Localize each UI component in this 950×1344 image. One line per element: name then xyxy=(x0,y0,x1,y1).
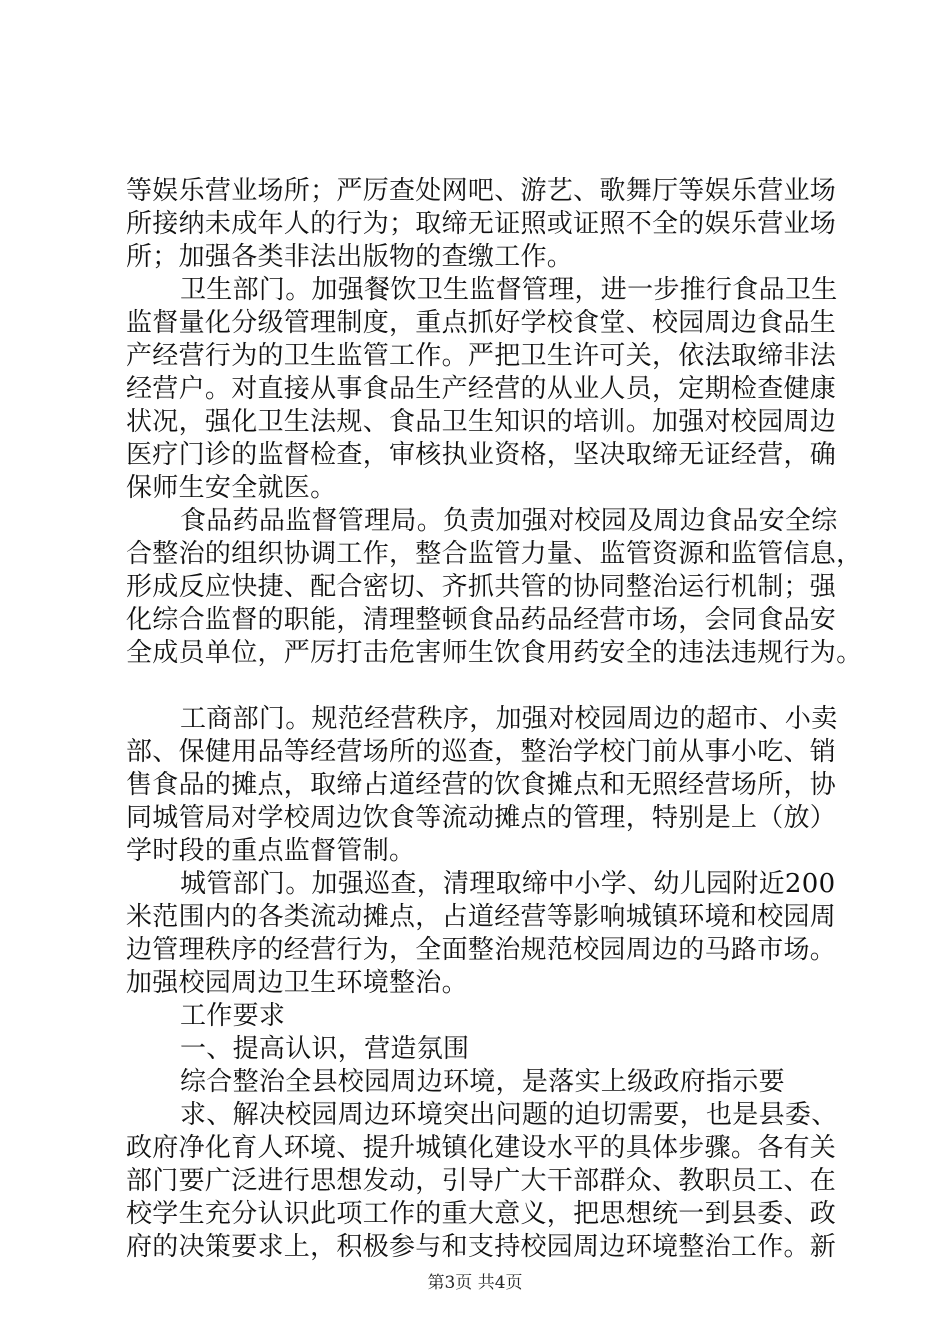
text-line: 状况，强化卫生法规、食品卫生知识的培训。加强对校园周边 xyxy=(126,407,837,437)
text-line: 化综合监督的职能，清理整顿食品药品经营市场，会同食品安 xyxy=(126,605,837,635)
text-line: 经营户。对直接从事食品生产经营的从业人员，定期检查健康 xyxy=(126,374,837,404)
text-line: 加强校园周边卫生环境整治。 xyxy=(126,968,468,998)
page-number: 第3页 共4页 xyxy=(427,1273,523,1293)
text-line: 同城管局对学校周边饮食等流动摊点的管理，特别是上（放） xyxy=(126,803,837,833)
text-line: 全成员单位，严厉打击危害师生饮食用药安全的违法违规行为。 xyxy=(126,638,863,668)
text-line: 所接纳未成年人的行为；取缔无证照或证照不全的娱乐营业场 xyxy=(126,209,837,239)
text-line: 产经营行为的卫生监管工作。严把卫生许可关，依法取缔非法 xyxy=(126,341,837,371)
text-line: 形成反应快捷、配合密切、齐抓共管的协同整治运行机制；强 xyxy=(126,572,837,602)
text-line: 求、解决校园周边环境突出问题的迫切需要，也是县委、 xyxy=(180,1100,838,1130)
section-heading: 工作要求 xyxy=(180,1001,286,1031)
text-line: 保师生安全就医。 xyxy=(126,473,337,503)
text-line: 校学生充分认识此项工作的重大意义，把思想统一到县委、政 xyxy=(126,1199,837,1229)
text-line: 米范围内的各类流动摊点，占道经营等影响城镇环境和校园周 xyxy=(126,902,837,932)
text-line: 所；加强各类非法出版物的查缴工作。 xyxy=(126,242,574,272)
text-line: 医疗门诊的监督检查，审核执业资格，坚决取缔无证经营，确 xyxy=(126,440,837,470)
text-line: 综合整治全县校园周边环境，是落实上级政府指示要 xyxy=(180,1067,785,1097)
text-line: 合整治的组织协调工作，整合监管力量、监管资源和监管信息， xyxy=(126,539,863,569)
text-line: 食品药品监督管理局。负责加强对校园及周边食品安全综 xyxy=(180,506,838,536)
text-line: 政府净化育人环境、提升城镇化建设水平的具体步骤。各有关 xyxy=(126,1133,837,1163)
text-line: 部、保健用品等经营场所的巡查，整治学校门前从事小吃、销 xyxy=(126,737,837,767)
text-line: 工商部门。规范经营秩序，加强对校园周边的超市、小卖 xyxy=(180,704,838,734)
text-line: 边管理秩序的经营行为，全面整治规范校园周边的马路市场。 xyxy=(126,935,837,965)
text-line: 监督量化分级管理制度，重点抓好学校食堂、校园周边食品生 xyxy=(126,308,837,338)
section-subheading: 一、提高认识，营造氛围 xyxy=(180,1034,470,1064)
text-line: 城管部门。加强巡查，清理取缔中小学、幼儿园附近200 xyxy=(180,869,836,899)
text-line: 等娱乐营业场所；严厉查处网吧、游艺、歌舞厅等娱乐营业场 xyxy=(126,176,837,206)
text-line: 府的决策要求上，积极参与和支持校园周边环境整治工作。新 xyxy=(126,1232,837,1262)
text-line: 售食品的摊点，取缔占道经营的饮食摊点和无照经营场所，协 xyxy=(126,770,837,800)
text-line: 部门要广泛进行思想发动，引导广大干部群众、教职员工、在 xyxy=(126,1166,837,1196)
text-line: 卫生部门。加强餐饮卫生监督管理，进一步推行食品卫生 xyxy=(180,275,838,305)
text-line: 学时段的重点监督管制。 xyxy=(126,836,416,866)
